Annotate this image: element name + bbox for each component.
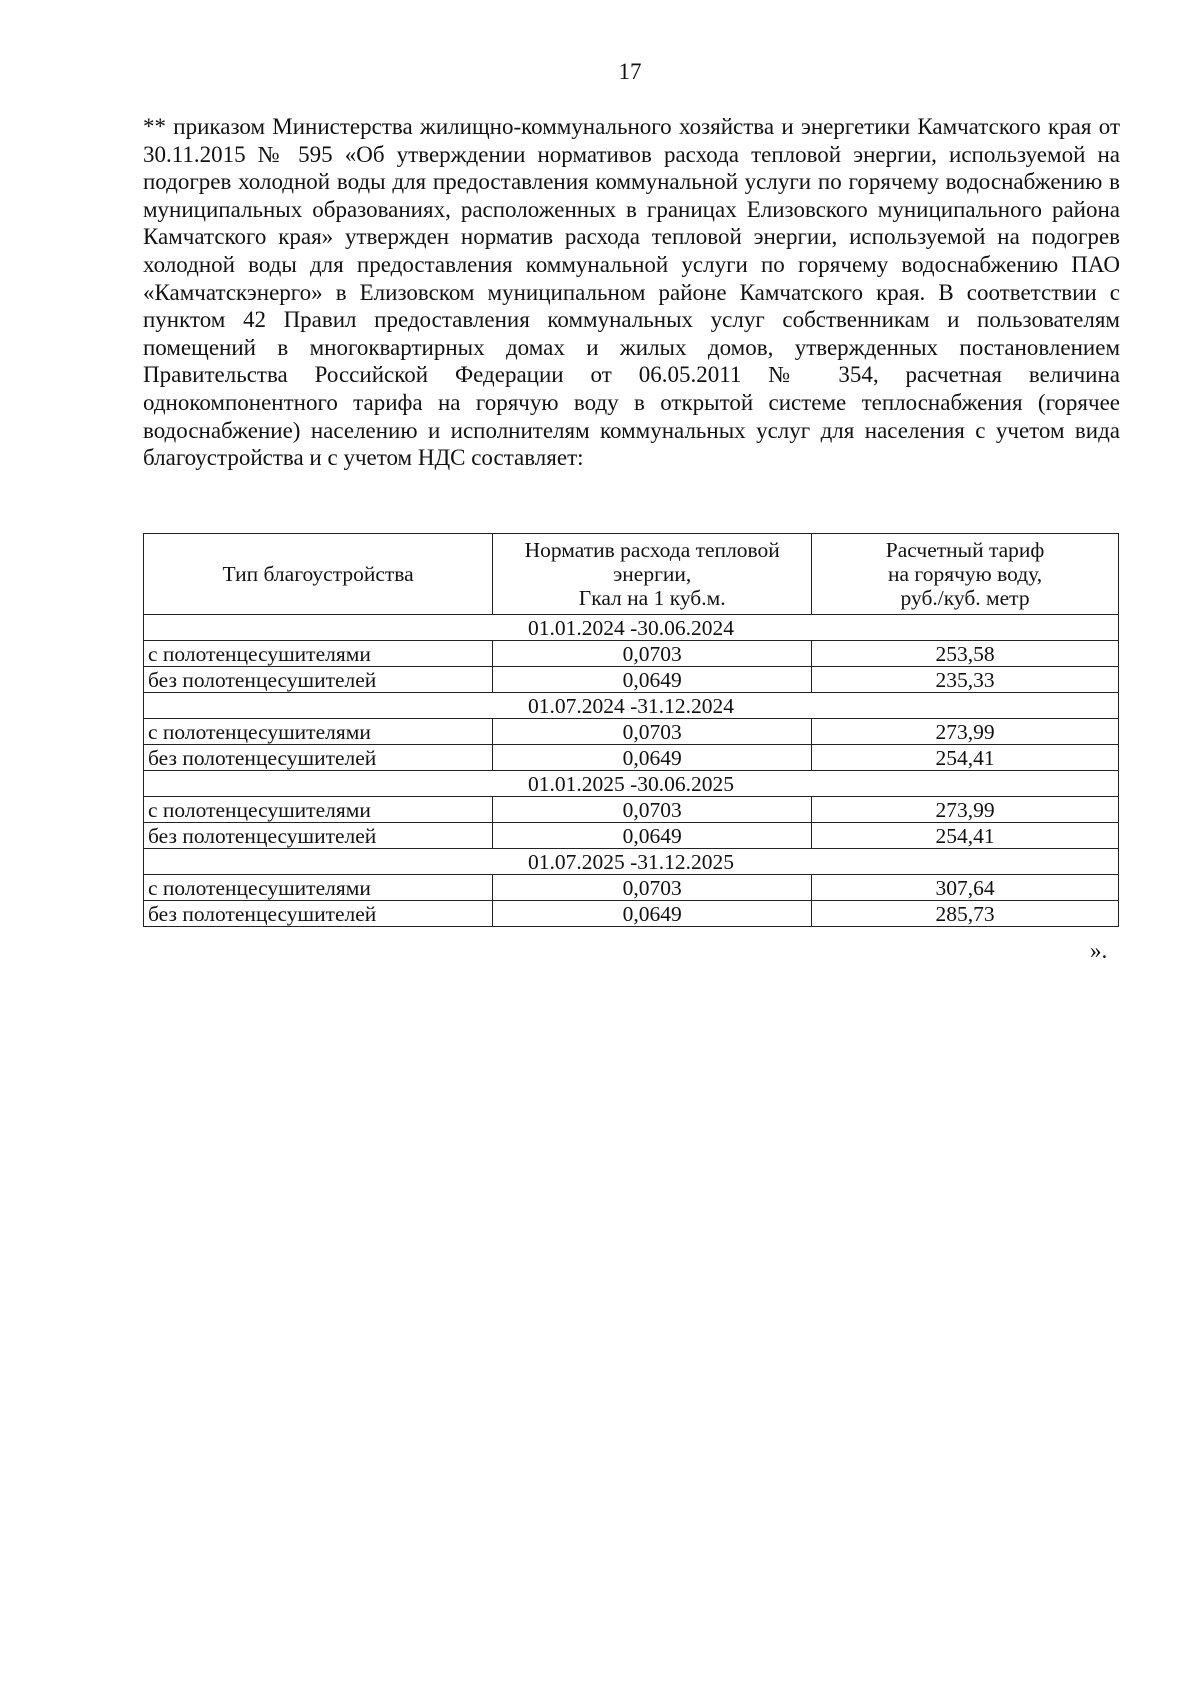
tariff-cell: 253,58	[812, 641, 1119, 667]
type-cell: с полотенцесушителями	[144, 719, 493, 745]
norm-cell: 0,0703	[493, 641, 812, 667]
table-row	[144, 823, 1119, 849]
header-tariff-line1: Расчетный тариф	[885, 538, 1045, 562]
body-paragraph: ** приказом Министерства жилищно-коммунального хозяйства и энергетики Камчатского края от 30.11.2015 № 595 «Об утверждении нормативов расхода тепловой энергии, используемой на подогрев холодной воды для предоставления коммунальной услуги по горячему водоснабжению в муниципальных образованиях, расположенных в границах Елизовского муниципального района Камчатского края» утвержден норматив расхода тепловой энергии, используемой на подогрев холодной воды для предоставления коммунальной услуги по горячему водоснабжению ПАО «Камчатскэнерго» в Елизовском муниципальном районе Камчатского края. В соответствии с пунктом 42 Правил предоставления коммунальных услуг собственникам и пользователям помещений в многоквартирных домах и жилых домов, утвержденных постановлением Правительства Российской Федерации от 06.05.2011 № 354, расчетная величина однокомпонентного тарифа на горячую воду в открытой системе теплоснабжения (горячее водоснабжение) населению и исполнителям коммунальных услуг для населения с учетом вида благоустройства и с учетом НДС составляет:	[143, 114, 1120, 471]
tariff-cell: 273,99	[812, 719, 1119, 745]
period-row	[144, 849, 1119, 875]
type-cell: без полотенцесушителей	[144, 745, 493, 771]
table-header-row	[144, 534, 1119, 615]
table-row	[144, 901, 1119, 927]
tariff-cell: 254,41	[812, 745, 1119, 771]
table-row	[144, 667, 1119, 693]
tariff-cell: 235,33	[812, 667, 1119, 693]
tariff-cell: 254,41	[812, 823, 1119, 849]
closing-quote: ».	[1090, 938, 1108, 963]
norm-cell: 0,0703	[493, 875, 812, 901]
table-row	[144, 875, 1119, 901]
type-cell: без полотенцесушителей	[144, 667, 493, 693]
norm-cell: 0,0649	[493, 823, 812, 849]
norm-cell: 0,0649	[493, 901, 812, 927]
norm-cell: 0,0649	[493, 667, 812, 693]
header-norm-line2: энергии,	[613, 562, 692, 586]
header-type: Тип благоустройства	[144, 534, 493, 615]
header-tariff-line3: руб./куб. метр	[900, 586, 1030, 610]
tariff-cell: 273,99	[812, 797, 1119, 823]
tariff-table	[143, 533, 1119, 927]
type-cell: без полотенцесушителей	[144, 901, 493, 927]
norm-cell: 0,0703	[493, 797, 812, 823]
type-cell: с полотенцесушителями	[144, 641, 493, 667]
period-label: 01.07.2025 -31.12.2025	[144, 849, 1119, 875]
type-cell: без полотенцесушителей	[144, 823, 493, 849]
period-row	[144, 693, 1119, 719]
type-cell: с полотенцесушителями	[144, 875, 493, 901]
table-row	[144, 719, 1119, 745]
table-row	[144, 745, 1119, 771]
period-row	[144, 771, 1119, 797]
page-number: 17	[618, 59, 642, 84]
type-cell: с полотенцесушителями	[144, 797, 493, 823]
period-label: 01.01.2025 -30.06.2025	[144, 771, 1119, 797]
header-norm-line1: Норматив расхода тепловой	[524, 538, 780, 562]
header-tariff-line2: на горячую воду,	[887, 562, 1043, 586]
table-row	[144, 641, 1119, 667]
header-norm-line3: Гкал на 1 куб.м.	[578, 586, 726, 610]
norm-cell: 0,0703	[493, 719, 812, 745]
tariff-cell: 307,64	[812, 875, 1119, 901]
period-label: 01.01.2024 -30.06.2024	[144, 615, 1119, 641]
norm-cell: 0,0649	[493, 745, 812, 771]
period-row	[144, 615, 1119, 641]
header-tariff	[812, 534, 1119, 615]
header-norm	[493, 534, 812, 615]
tariff-cell: 285,73	[812, 901, 1119, 927]
table-row	[144, 797, 1119, 823]
period-label: 01.07.2024 -31.12.2024	[144, 693, 1119, 719]
